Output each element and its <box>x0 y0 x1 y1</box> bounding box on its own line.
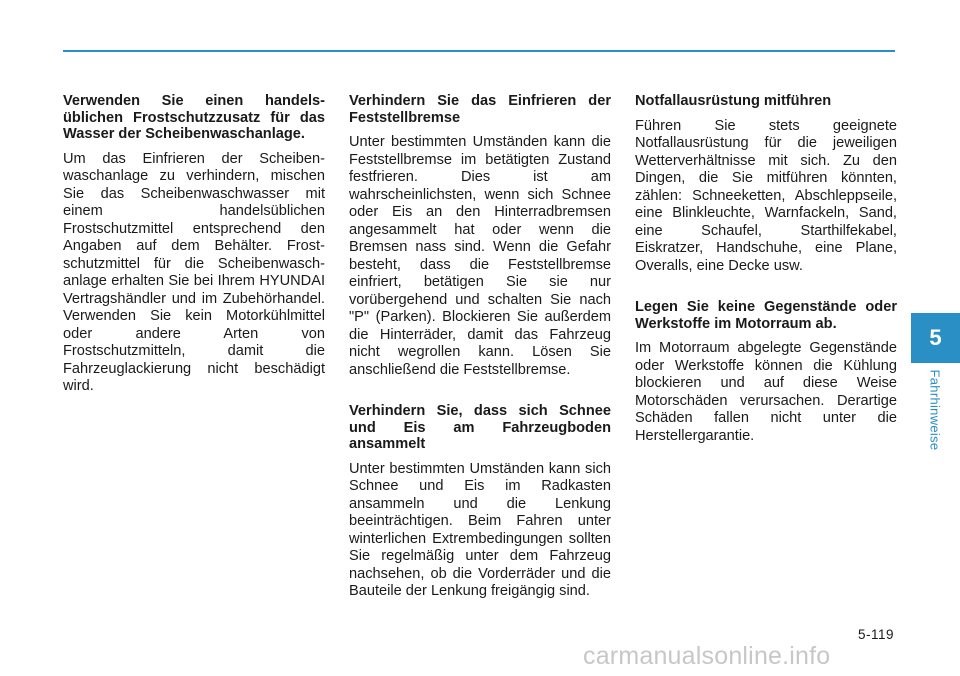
chapter-number-tab: 5 <box>911 313 960 363</box>
paragraph-frostschutzzusatz: Um das Einfrieren der Scheibenwaschanlage zu verhindern, mischen Sie das Scheibenwaschwasser mit einem handelsüblichen Frostschutzmittel entsprechend den Angaben auf dem Behälter. Frostschutzmittel für die Scheibenwaschanlage erhalten Sie bei Ihrem HYUNDAI Vertragshändler und im Zubehörhandel. Verwenden Sie kein Motorkühlmittel oder andere Arten von Frostschutzmitteln, damit die Fahrzeuglackierung nicht beschädigt wird. <box>63 150 325 394</box>
column-2 <box>349 93 611 625</box>
paragraph-schnee-eis: Unter bestimmten Umständen kann sich Schnee und Eis im Radkasten ansammeln und die Lenkung beeinträchtigen. Beim Fahren unter winterlichen Extrembedingungen sollten Sie regelmäßig unter dem Fahrzeug nachsehen, ob die Vorderräder und die Bauteile der Lenkung freigängig sind. <box>349 460 611 599</box>
header-rule <box>63 50 895 52</box>
chapter-title-vertical: Fahrhinweise <box>927 369 943 451</box>
heading-feststellbremse: Verhindern Sie das Einfrieren der Feststellbremse <box>349 93 611 126</box>
column-3 <box>635 93 897 469</box>
paragraph-notfallausruestung: Führen Sie stets geeignete Notfallausrüstung für die jeweiligen Wetterverhältnisse mit sich. Zu den Dingen, die Sie mitführen könnten, zählen: Schneeketten, Abschleppseile, eine Blinkleuchte, Warnfackeln, Sand, eine Schaufel, Starthilfekabel, Eiskratzer, Handschuhe, eine Plane, Overalls, eine Decke usw. <box>635 117 897 274</box>
column-1 <box>63 93 325 420</box>
watermark-text: carmanualsonline.info <box>583 642 831 670</box>
paragraph-feststellbremse: Unter bestimmten Umständen kann die Feststellbremse im betätigten Zustand festfrieren. Dies ist am wahrscheinlichsten, wenn sich Schnee oder Eis an den Hinterradbremsen angesammelt hat oder wenn die Bremsen nass sind. Wenn die Gefahr besteht, dass die Feststellbremse einfriert, betätigen Sie sie nur vorübergehend und schalten Sie nach "P" (Parken). Blockieren Sie außerdem die Hinterräder, damit das Fahrzeug nicht wegrollen kann. Lösen Sie anschließend die Feststellbremse. <box>349 134 611 378</box>
page-number: 5-119 <box>858 627 895 642</box>
heading-frostschutzzusatz: Verwenden Sie einen handelsüblichen Frostschutzzusatz für das Wasser der Scheibenwaschanlage. <box>63 93 325 142</box>
paragraph-motorraum: Im Motorraum abgelegte Gegenstände oder Werkstoffe können die Kühlung blockieren und auf diese Weise Motorschäden verursachen. Derartige Schäden fallen nicht unter die Herstellergarantie. <box>635 340 897 444</box>
heading-notfallausruestung: Notfallausrüstung mitführen <box>635 93 832 109</box>
heading-motorraum: Legen Sie keine Gegenstände oder Werkstoffe im Motorraum ab. <box>635 299 897 332</box>
heading-schnee-eis: Verhindern Sie, dass sich Schnee und Eis am Fahrzeugboden ansammelt <box>349 403 611 452</box>
